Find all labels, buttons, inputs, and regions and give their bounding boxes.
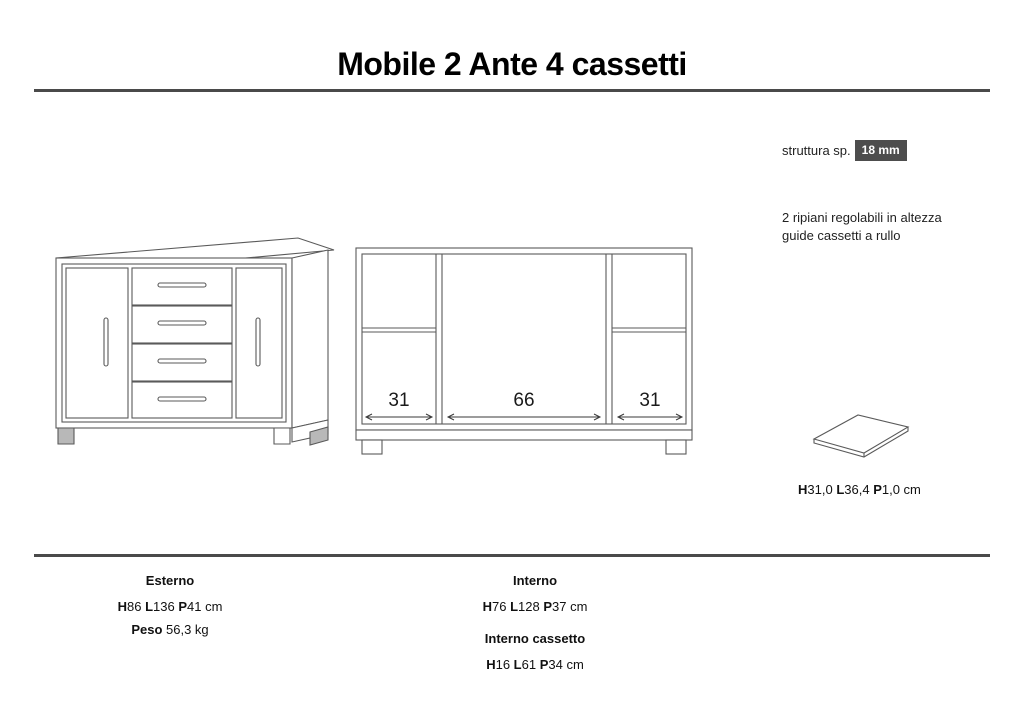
panel-p-label: P [873,482,882,497]
esterno-p-label: P [178,599,187,614]
shelf-panel-dimensions [798,482,921,497]
cassetto-h-value: 16 [495,657,514,672]
structure-thickness-row [782,141,907,162]
perspective-drawing [40,232,340,467]
features-notes [782,209,942,245]
peso-value: 56,3 kg [162,622,209,637]
measure-right: 31 [639,390,661,411]
cassetto-h-label: H [486,657,496,672]
note-shelves: 2 ripiani regolabili in altezza [782,210,942,225]
divider-top [34,89,990,92]
spec-esterno-values [118,599,223,614]
measure-left: 31 [388,390,410,411]
thickness-badge: 18 mm [855,140,907,161]
note-drawer-guides: guide cassetti a rullo [782,228,901,243]
page-title: Mobile 2 Ante 4 cassetti [337,46,687,82]
spec-esterno [70,570,270,618]
interno-l-value: 128 [518,599,544,614]
esterno-h-value: 86 [126,599,146,614]
panel-h-value: 31,0 [807,482,837,497]
esterno-h-label: H [117,599,127,614]
spec-interno-cassetto-values [486,657,584,672]
esterno-p-value: 41 cm [187,599,223,614]
cassetto-p-value: 34 cm [548,657,584,672]
interno-h-label: H [482,599,492,614]
panel-p-value: 1,0 cm [881,482,921,497]
panel-l-label: L [836,482,845,497]
panel-l-value: 36,4 [844,482,874,497]
front-section-drawing [348,240,708,470]
spec-interno-cassetto [420,628,650,676]
spec-peso-values [131,622,208,637]
spec-interno-values [483,599,588,614]
interno-h-value: 76 [491,599,511,614]
spec-interno [430,570,640,618]
interno-l-label: L [510,599,519,614]
interno-p-label: P [543,599,552,614]
esterno-l-label: L [145,599,154,614]
structure-label: struttura sp. [782,143,851,158]
interno-p-value: 37 cm [552,599,588,614]
cassetto-l-label: L [513,657,522,672]
esterno-l-value: 136 [153,599,179,614]
spec-peso [70,619,270,641]
measure-center: 66 [513,390,535,411]
cassetto-p-label: P [539,657,549,672]
peso-label: Peso [131,622,163,637]
divider-bottom [34,554,990,557]
spec-interno-heading: Interno [512,573,558,588]
shelf-panel-drawing [800,405,920,474]
spec-interno-cassetto-heading: Interno cassetto [484,631,586,646]
spec-esterno-heading: Esterno [145,573,195,588]
panel-h-label: H [798,482,808,497]
cassetto-l-value: 61 [521,657,540,672]
